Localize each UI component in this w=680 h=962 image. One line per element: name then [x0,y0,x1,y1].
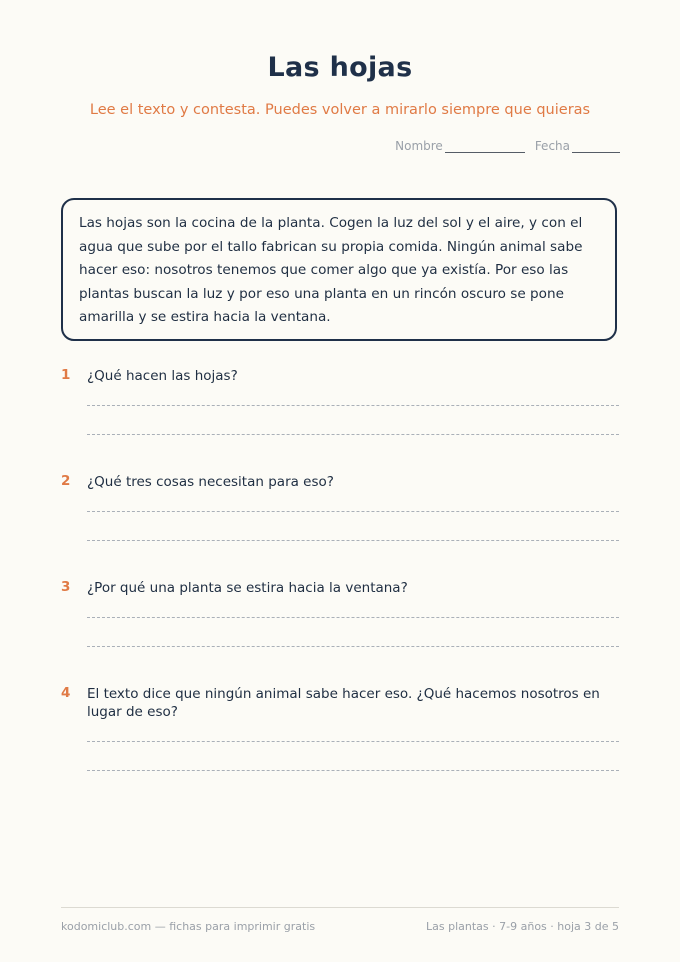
answer-line[interactable] [87,646,619,647]
footer-series: Las plantas · 7-9 años · hoja 3 de 5 [426,920,619,933]
answer-line[interactable] [87,540,619,541]
date-label: Fecha [534,139,570,153]
question-text: El texto dice que ningún animal sabe hacer eso. ¿Qué hacemos nosotros en lugar de eso? [87,686,600,720]
question-number: 3 [61,579,71,595]
question-3 [61,579,619,649]
question-number: 4 [61,685,71,701]
question-number: 1 [61,367,71,383]
question-text: ¿Qué tres cosas necesitan para eso? [87,474,334,490]
reading-passage: Las hojas son la cocina de la planta. Cogen la luz del sol y el aire, y con el agua que sube por el tallo fabrican su propia comida. Ningún animal sabe hacer eso: nosotros tenemos que comer algo que ya existía. Por eso las plantas buscan la luz y por eso una planta en un rincón oscuro se pone amarilla y se estira hacia la ventana. [61,198,617,341]
answer-line[interactable] [87,741,619,742]
answer-line[interactable] [87,770,619,771]
date-blank[interactable] [572,142,620,153]
answer-line[interactable] [87,434,619,435]
page-title: Las hojas [267,52,413,83]
question-text: ¿Por qué una planta se estira hacia la ventana? [87,580,408,596]
answer-line[interactable] [87,511,619,512]
question-2 [61,473,619,543]
question-1 [61,367,619,437]
name-label: Nombre [395,139,443,153]
footer-site: kodomiclub.com — fichas para imprimir gratis [61,920,316,933]
question-4 [61,685,619,775]
name-blank[interactable] [445,142,525,153]
instructions: Lee el texto y contesta. Puedes volver a mirarlo siempre que quieras [89,102,591,118]
footer-divider [61,907,619,908]
answer-line[interactable] [87,617,619,618]
question-number: 2 [61,473,71,489]
question-text: ¿Qué hacen las hojas? [87,368,238,384]
name-date-fields [395,139,620,153]
answer-line[interactable] [87,405,619,406]
